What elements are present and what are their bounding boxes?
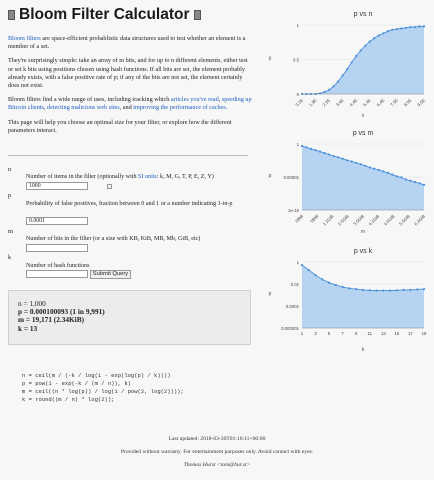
n-input-value: 1000 [29, 183, 41, 189]
data-point [403, 289, 405, 291]
page-title [8, 6, 253, 24]
x-tick-label: 4.1GiB [367, 213, 381, 227]
submit-button[interactable]: Submit Query [90, 270, 131, 279]
n-input[interactable] [26, 182, 88, 190]
data-point [346, 159, 348, 161]
data-point [414, 181, 416, 183]
x-tick-label: 3 [314, 331, 317, 336]
link-bitcoin[interactable]: speeding up Bitcoin clients [8, 96, 252, 112]
x-tick-label: 11 [367, 331, 373, 336]
y-axis-label: p [268, 173, 272, 179]
data-point [382, 290, 384, 292]
x-tick-label: 7.5E [389, 97, 400, 108]
chart-p-vs-n [262, 5, 430, 120]
chart-title: p vs m [352, 130, 374, 137]
data-point [342, 286, 344, 288]
data-point [378, 169, 380, 171]
data-point [328, 89, 330, 91]
data-point [369, 41, 371, 43]
intro-paragraph-2: They're surprisingly simple: take an array of m bits, and for up to n different elements, either test or set k bits using positions chosen using hash functions. If all bits are set, the element probably already exists, with a false positive rate of p; if any of the bits are not set, the element certainly does not exist. [8, 57, 248, 90]
data-point [342, 158, 344, 160]
x-tick-label: 13 [380, 331, 386, 336]
x-tick-label: 4.4E [348, 97, 359, 108]
p-label: Probability of false positives, fraction between 0 and 1 or a number indicating 1-in-p [26, 201, 233, 207]
formula-code [22, 372, 262, 404]
data-point [319, 151, 321, 153]
link-si-units[interactable]: SI units [138, 174, 157, 180]
data-point [360, 163, 362, 165]
data-point [315, 274, 317, 276]
x-tick-label: 19 [421, 331, 427, 336]
x-tick-label: 29Mi [293, 213, 305, 224]
data-point [335, 284, 337, 286]
data-point [321, 278, 323, 280]
x-tick-label: 2.5GiB [337, 213, 350, 227]
author: Thomas Hurst <tom@hur.st> [183, 462, 251, 468]
data-point [301, 145, 303, 147]
chart-title: p vs k [353, 248, 373, 255]
result-m-key: m [18, 315, 25, 325]
m-label: Number of bits in the filter (or a size with KB, KiB, MB, Mb, GiB, etc) [26, 236, 201, 242]
chart-p-vs-m [262, 124, 430, 236]
x-tick-label: 5 [327, 331, 331, 336]
data-point [382, 170, 384, 172]
data-point [396, 289, 398, 291]
data-point [416, 288, 418, 290]
chart-title: p vs n [353, 11, 373, 18]
data-point [414, 26, 416, 28]
data-point [328, 153, 330, 155]
data-point [418, 182, 420, 184]
m-letter: m [8, 228, 13, 235]
intro-paragraph-3 [8, 96, 253, 112]
x-tick-label: 8.5E [402, 97, 413, 108]
data-point [333, 85, 335, 87]
k-letter: k [8, 254, 12, 261]
data-point [333, 155, 335, 157]
intro-text: , [43, 104, 48, 112]
x-tick-label: 4.6GiB [382, 213, 396, 227]
data-point [310, 148, 312, 150]
data-point [423, 288, 425, 290]
n-label-text: Number of items in the filter (optionally with [26, 174, 139, 180]
m-input[interactable] [26, 244, 88, 252]
intro-paragraph-4: This page will help you choose an optimal size for your filter, or explore how the different parameters interact. [8, 118, 232, 134]
data-point [389, 290, 391, 292]
y-tick-label: 1 [296, 260, 299, 265]
series-area [302, 265, 424, 328]
footer [0, 433, 434, 472]
data-point [409, 26, 411, 28]
x-tick-label: 2.3E [321, 97, 332, 108]
data-point [396, 28, 398, 30]
results-box [8, 290, 251, 345]
data-point [391, 29, 393, 31]
data-point [400, 27, 402, 29]
y-tick-label: 0.0001 [285, 304, 299, 309]
data-point [324, 91, 326, 93]
x-tick-label: 9.5E [416, 97, 427, 108]
y-tick-label: 0.00001 [283, 175, 299, 180]
series-area [302, 26, 424, 94]
data-point [391, 174, 393, 176]
data-point [351, 61, 353, 63]
formula-line: n = ceil(m / (-k / log(1 - exp(log(p) / k)))) [22, 372, 171, 379]
data-point [373, 168, 375, 170]
k-label: Number of hash functions [26, 263, 90, 269]
x-tick-label: 3.1E [294, 97, 305, 108]
data-point [418, 25, 420, 27]
data-point [355, 162, 357, 164]
data-point [308, 269, 310, 271]
x-tick-label: 9 [355, 331, 358, 336]
x-tick-label: 5.4E [362, 97, 372, 108]
x-axis-label: m [360, 229, 366, 235]
result-k-value: = 13 [23, 323, 38, 333]
n-letter: n [8, 166, 12, 173]
link-caches[interactable]: improving the performance of caches [133, 104, 226, 112]
data-point [342, 74, 344, 76]
result-k [18, 325, 241, 333]
x-tick-label: 6.2GiB [413, 213, 427, 227]
data-point [400, 176, 402, 178]
data-point [315, 149, 317, 151]
warranty-note: Provided without warranty. For entertainment purposes only. Avoid contact with eyes. [120, 449, 314, 455]
x-tick-label: 3.4E [334, 97, 345, 108]
data-point [364, 45, 366, 47]
y-tick-label: 1e-10 [288, 208, 299, 213]
result-n: n = 1,000 [18, 299, 46, 308]
link-malicious-sites[interactable]: detecting malicious web sites [47, 104, 120, 112]
y-tick-label: 0 [296, 92, 299, 97]
series-area [302, 146, 424, 210]
intro-text: are space-efficient probablistic data structures used to test whether an element is a member of a set. [8, 35, 246, 51]
x-tick-label: 7 [341, 331, 344, 336]
data-point [355, 55, 357, 57]
x-tick-label: 17 [408, 331, 413, 336]
x-tick-label: 58Mi [309, 213, 320, 224]
spinner-icon[interactable] [107, 184, 112, 189]
data-point [405, 27, 407, 29]
x-axis-label: n [361, 113, 365, 119]
result-m-value: = 19,171 (2.34KiB) [25, 315, 84, 325]
link-bloom-filters[interactable]: Bloom filters [8, 35, 41, 42]
intro-text: , and [119, 104, 134, 112]
data-point [324, 152, 326, 154]
header [8, 6, 253, 24]
data-point [369, 289, 371, 291]
result-m [18, 316, 241, 324]
data-point [346, 68, 348, 70]
x-tick-label: 1.9E [307, 97, 318, 108]
data-point [378, 34, 380, 36]
data-point [405, 178, 407, 180]
intro-text: . [225, 104, 228, 112]
data-point [387, 172, 389, 174]
y-tick-label: 1 [296, 23, 299, 28]
x-axis-label: k [361, 347, 365, 353]
data-point [305, 146, 307, 148]
n-label [26, 173, 251, 181]
k-input[interactable] [26, 270, 88, 278]
x-tick-label: 6.4E [375, 97, 386, 108]
intro-paragraph-1 [8, 35, 253, 51]
p-input[interactable]: 0.0001 [26, 217, 88, 225]
y-tick-label: 0.000001 [281, 326, 299, 331]
data-point [337, 156, 339, 158]
last-updated: Last updated: 2018-03-30T01:16:11+00:00 [168, 436, 266, 442]
result-k-key: k [18, 323, 23, 333]
data-point [328, 282, 330, 284]
formula-line: m = ceil((n * log(p)) / log(1 / pow(2, log(2)))); [22, 388, 184, 395]
y-tick-label: 0.5 [293, 57, 299, 63]
data-point [348, 287, 350, 289]
n-label-text: : k, M, G, T, P, E, Z, Y) [156, 174, 214, 180]
p-letter: p [8, 192, 12, 199]
x-tick-label: 15 [394, 331, 400, 336]
book-icon [194, 10, 201, 20]
data-point [376, 290, 378, 292]
intro-text: Bloom filters find a wide range of uses, including tracking which [8, 96, 171, 104]
x-tick-label: 3.5GiB [352, 213, 366, 227]
data-point [409, 289, 411, 291]
x-tick-label: 1 [300, 331, 304, 336]
data-point [423, 184, 425, 186]
data-point [362, 289, 364, 291]
y-tick-label: 1 [296, 142, 299, 147]
y-axis-label: p [268, 291, 272, 297]
data-point [337, 81, 339, 83]
data-point [360, 49, 362, 51]
book-icon [8, 10, 15, 20]
data-point [387, 30, 389, 32]
result-p-value: = 0.000100093 (1 in 9,991) [23, 307, 105, 317]
formula-line: k = round((m / n) * log(2)); [22, 396, 115, 403]
result-p-key: p [18, 307, 23, 317]
data-point [301, 264, 303, 266]
intro-text: , [218, 96, 222, 104]
data-point [382, 32, 384, 34]
formula-line: p = pow(1 - exp(-k / (m / n)), k) [22, 380, 131, 387]
data-point [409, 180, 411, 182]
intro [8, 35, 253, 141]
data-point [351, 160, 353, 162]
y-axis-label: p [268, 55, 272, 62]
page-title-text: Bloom Filter Calculator [19, 6, 190, 23]
x-tick-label: 1.2GiB [321, 213, 335, 227]
y-tick-label: 0.01 [290, 282, 299, 287]
data-point [396, 175, 398, 177]
divider [8, 155, 248, 156]
x-tick-label: 5.5GiB [398, 213, 411, 227]
link-articles[interactable]: articles you've read [170, 96, 219, 104]
data-point [423, 25, 425, 27]
data-point [369, 166, 371, 168]
data-point [355, 288, 357, 290]
chart-p-vs-k [262, 242, 430, 354]
data-point [364, 165, 366, 167]
data-point [373, 37, 375, 39]
